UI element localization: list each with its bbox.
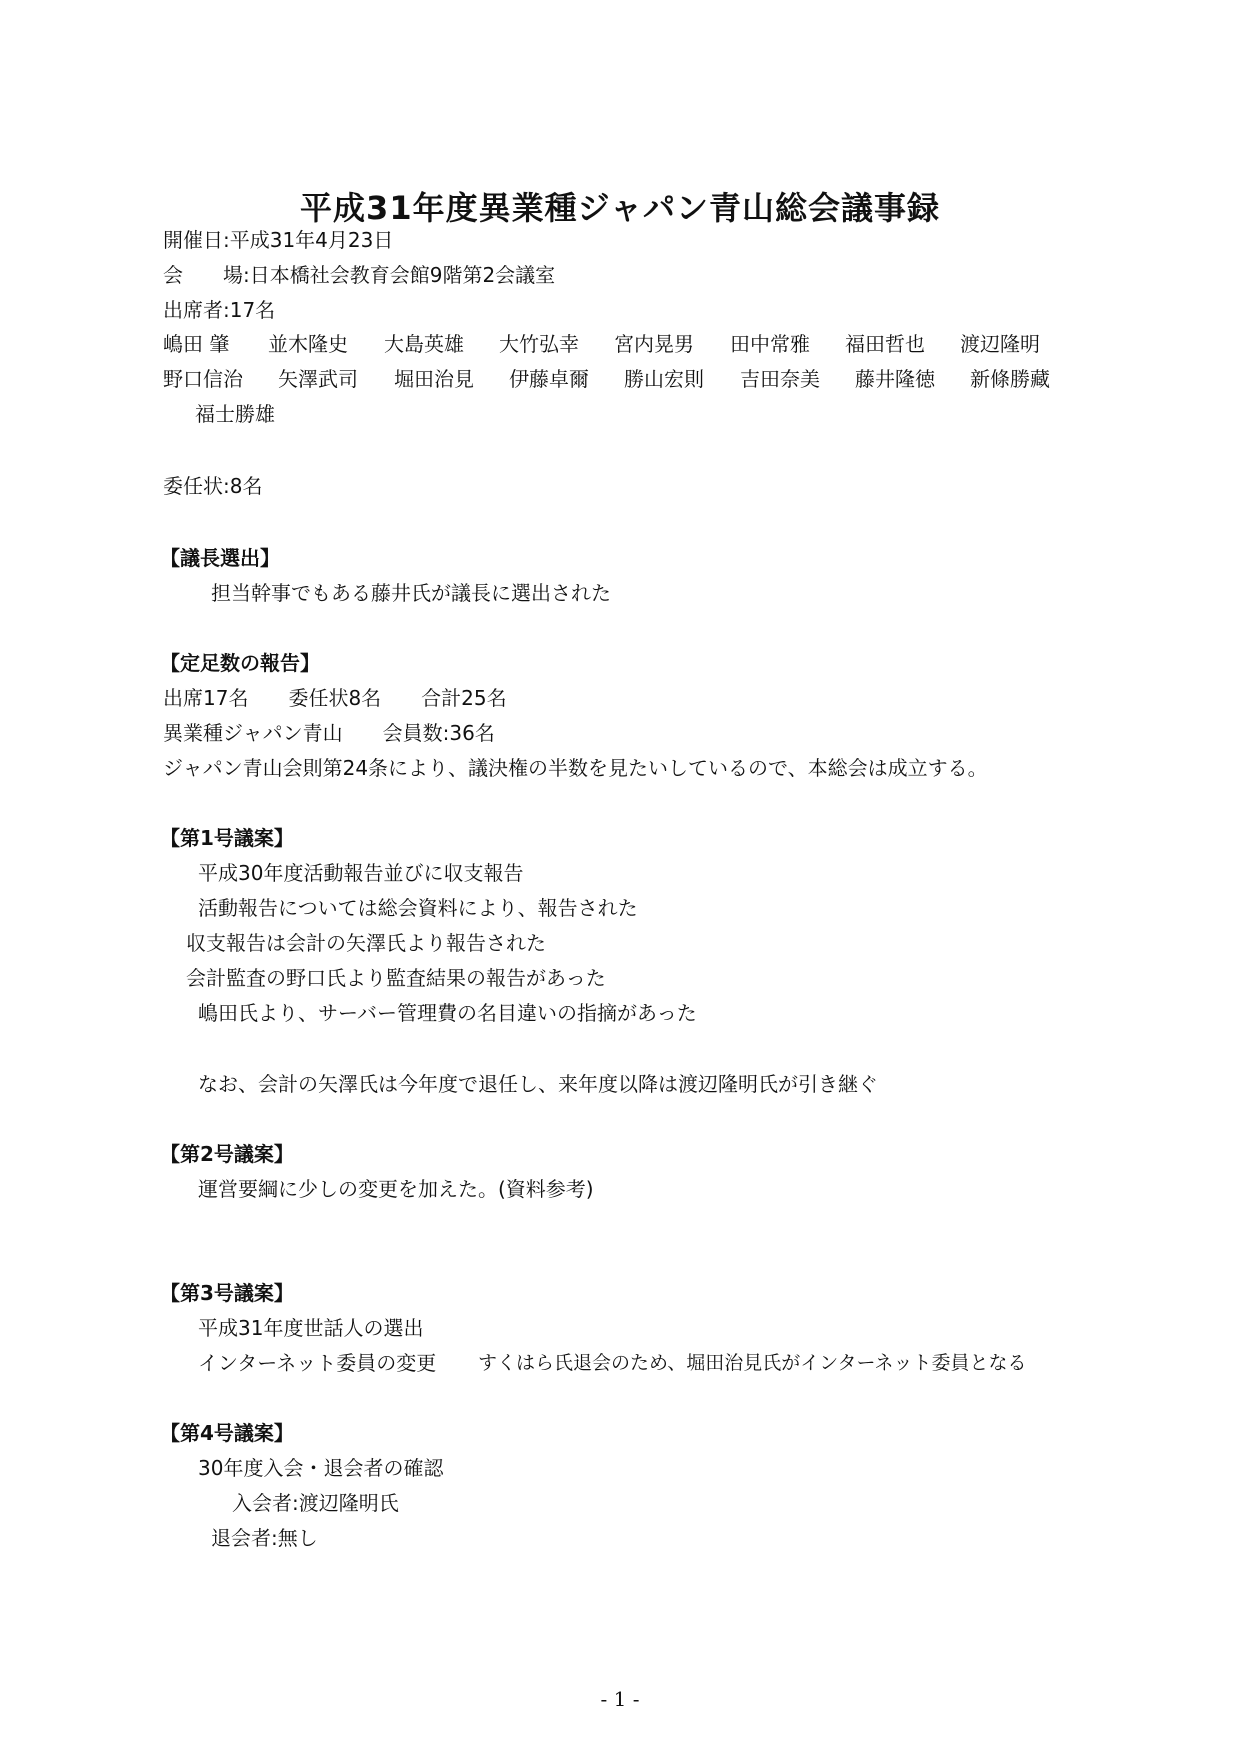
agenda-2-line: 運営要綱に少しの変更を加えた。(資料参考) [198, 1177, 594, 1201]
agenda-4-line: 30年度入会・退会者の確認 [198, 1456, 444, 1480]
agenda-3-line: すくはら氏退会のため、堀田治見氏がインターネット委員となる [478, 1352, 1027, 1374]
attendee-name: 野口信治 [163, 367, 243, 391]
meeting-date: 開催日:平成31年4月23日 [163, 228, 394, 252]
attendee-name: 矢澤武司 [278, 367, 358, 391]
section-heading-agenda-2: 【第2号議案】 [160, 1142, 294, 1166]
agenda-3-line: 平成31年度世話人の選出 [198, 1316, 424, 1340]
attendee-name: 伊藤卓爾 [509, 367, 589, 391]
quorum-line: 出席17名 委任状8名 合計25名 [163, 686, 507, 710]
page-number: - 1 - [600, 1687, 640, 1711]
attendee-name: 田中常雅 [730, 332, 810, 356]
attendee-name: 嶋田 肇 [163, 332, 230, 356]
attendee-name: 大竹弘幸 [499, 332, 579, 356]
agenda-1-line: 収支報告は会計の矢澤氏より報告された [186, 931, 546, 955]
proxy-count: 委任状:8名 [163, 474, 263, 498]
section-heading-chair: 【議長選出】 [160, 546, 280, 570]
attendee-name: 福士勝雄 [195, 402, 275, 426]
meeting-venue: 会 場:日本橋社会教育会館9階第2会議室 [163, 263, 556, 287]
document-title: 平成31年度異業種ジャパン青山総会議事録 [300, 189, 940, 227]
attendee-name: 堀田治見 [394, 367, 474, 391]
agenda-4-line: 入会者:渡辺隆明氏 [232, 1491, 399, 1515]
attendee-name: 大島英雄 [384, 332, 464, 356]
agenda-4-line: 退会者:無し [211, 1526, 318, 1550]
section-heading-agenda-1: 【第1号議案】 [160, 826, 294, 850]
agenda-3-line: インターネット委員の変更 [198, 1351, 437, 1375]
agenda-1-line: 会計監査の野口氏より監査結果の報告があった [186, 966, 606, 990]
attendee-name: 藤井隆徳 [855, 367, 935, 391]
quorum-line: ジャパン青山会則第24条により、議決権の半数を見たいしているので、本総会は成立する。 [163, 756, 988, 780]
attendee-name: 宮内晃男 [614, 332, 694, 356]
agenda-1-line: なお、会計の矢澤氏は今年度で退任し、来年度以降は渡辺隆明氏が引き継ぐ [198, 1072, 878, 1096]
attendee-name: 新條勝藏 [970, 367, 1050, 391]
chair-text: 担当幹事でもある藤井氏が議長に選出された [211, 581, 611, 605]
agenda-1-line: 嶋田氏より、サーバー管理費の名目違いの指摘があった [198, 1001, 697, 1025]
attendee-name: 並木隆史 [268, 332, 348, 356]
attendance-count: 出席者:17名 [163, 298, 276, 322]
agenda-1-line: 活動報告については総会資料により、報告された [198, 896, 638, 920]
attendee-name: 渡辺隆明 [960, 332, 1040, 356]
agenda-1-line: 平成30年度活動報告並びに収支報告 [198, 861, 524, 885]
section-heading-agenda-4: 【第4号議案】 [160, 1421, 294, 1445]
section-heading-quorum: 【定足数の報告】 [160, 651, 320, 675]
quorum-line: 異業種ジャパン青山 会員数:36名 [163, 721, 495, 745]
section-heading-agenda-3: 【第3号議案】 [160, 1281, 294, 1305]
attendee-name: 吉田奈美 [740, 367, 820, 391]
attendee-name: 勝山宏則 [624, 367, 704, 391]
attendee-name: 福田哲也 [845, 332, 925, 356]
